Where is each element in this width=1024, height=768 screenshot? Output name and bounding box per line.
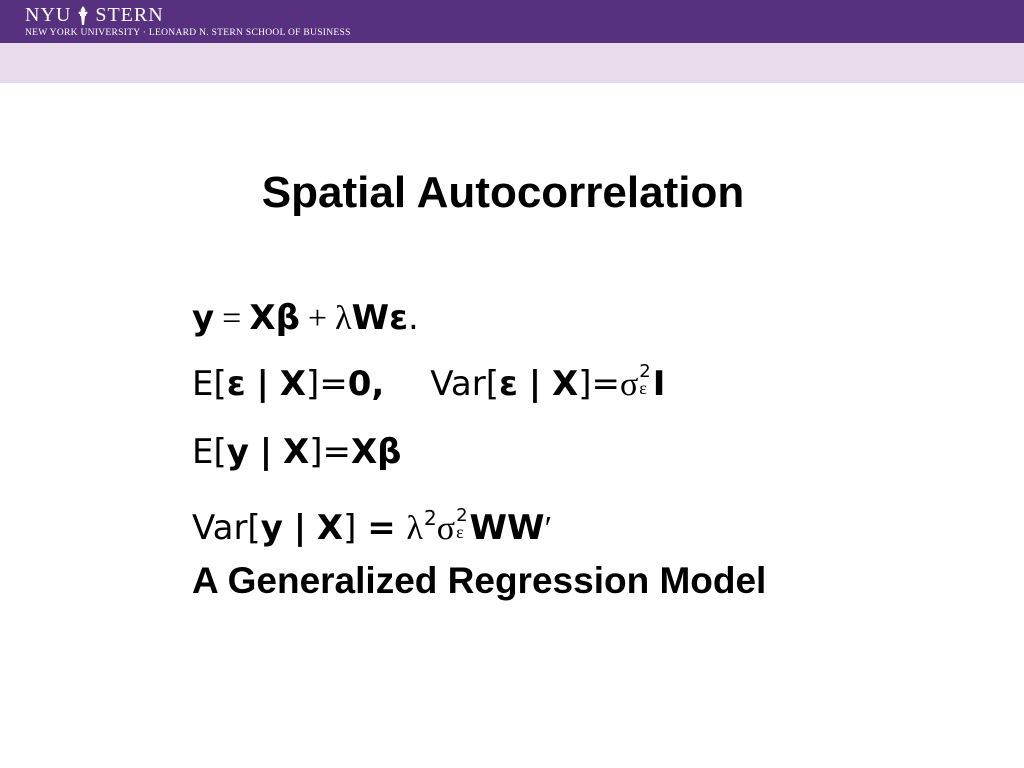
equation-conditional-mean xyxy=(192,432,402,472)
eq2-sigma-scripts xyxy=(639,360,651,398)
equation-conditional-variance xyxy=(192,498,552,549)
eq3-xbeta: Xβ xyxy=(350,432,402,472)
generalized-regression-model-label: A Generalized Regression Model xyxy=(192,560,767,601)
eq2-x: X xyxy=(279,364,306,404)
logo-subtitle: NEW YORK UNIVERSITY · LEONARD N. STERN SCHOOL OF BUSINESS xyxy=(25,28,351,38)
eq4-lambda-sup: 2 xyxy=(424,506,437,530)
equation-model xyxy=(192,298,419,339)
eq4-sigma: σ xyxy=(436,510,456,547)
eq4-bar: | xyxy=(293,508,307,548)
eq4-sup: 2 xyxy=(456,504,468,526)
eq3-bar: | xyxy=(259,432,273,472)
eq2-close-eq: ]= xyxy=(305,364,348,404)
eq4-lambda: λ xyxy=(406,510,424,547)
eq2-close-eq2: ]= xyxy=(578,364,620,404)
eq4-equals: = xyxy=(367,508,396,548)
eq2-identity: I xyxy=(652,364,666,404)
eq1-equals: = xyxy=(222,300,242,337)
header-bar xyxy=(0,0,1024,43)
eq4-y: y xyxy=(260,508,283,548)
eq1-weps: Wε xyxy=(351,298,409,338)
eq2-sup: 2 xyxy=(639,360,651,382)
eq1-plus: + xyxy=(307,300,328,337)
eq3-e: E[ xyxy=(192,432,227,472)
eq4-var: Var[ xyxy=(192,508,261,548)
eq4-close: ] xyxy=(343,508,357,548)
eq2-var: Var[ xyxy=(430,364,499,404)
eq4-sub: ε xyxy=(456,521,464,542)
eq2-bar: | xyxy=(256,364,269,404)
eq3-y: y xyxy=(226,432,249,472)
logo-text-stern: STERN xyxy=(95,3,164,26)
eq2-eps2: ε xyxy=(499,364,518,404)
eq1-dot: . xyxy=(408,298,419,338)
eq3-close-eq: ]= xyxy=(309,432,351,472)
slide-title: Spatial Autocorrelation xyxy=(261,168,745,217)
eq2-zero: 0, xyxy=(347,364,385,404)
eq4-ww: WW xyxy=(469,508,545,548)
eq1-lambda: λ xyxy=(335,300,352,337)
eq2-e: E[ xyxy=(192,364,227,404)
eq2-eps: ε xyxy=(226,364,246,404)
eq2-sigma: σ xyxy=(619,366,639,403)
eq3-x: X xyxy=(282,432,310,472)
torch-icon xyxy=(72,4,94,26)
eq4-x: X xyxy=(316,508,344,548)
equation-disturbance-moments xyxy=(192,360,666,405)
eq2-bar2: | xyxy=(528,364,542,404)
eq1-y: y xyxy=(192,298,215,338)
logo-text-nyu: NYU xyxy=(25,3,72,26)
eq2-x2: X xyxy=(551,364,579,404)
eq2-sub: ε xyxy=(639,377,647,398)
nyu-stern-logo xyxy=(25,4,164,26)
eq4-prime: ′ xyxy=(544,510,552,547)
eq1-xbeta: Xβ xyxy=(249,298,300,338)
eq4-sigma-scripts xyxy=(456,504,468,542)
header-band xyxy=(0,43,1024,83)
